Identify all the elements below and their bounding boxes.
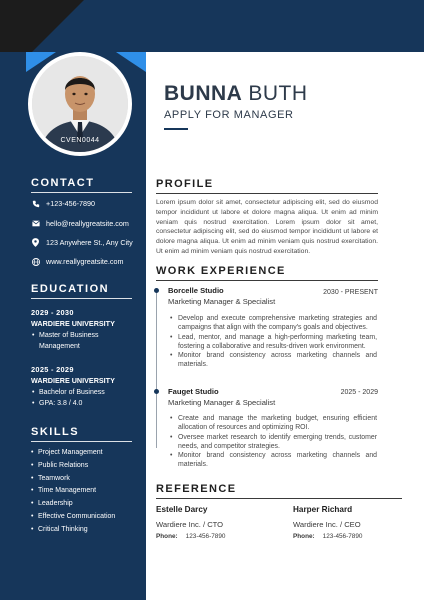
education-heading: EDUCATION: [31, 283, 110, 295]
contact-address-text: 123 Anywhere St., Any City: [46, 238, 133, 247]
education-detail: • Master of Business Management: [39, 331, 131, 352]
reference-phone-number: 123-456-7890: [322, 533, 363, 540]
contact-email-text: hello@reallygreatsite.com: [46, 219, 129, 228]
reference-org: Wardiere Inc. / CEO: [293, 520, 361, 529]
job-duty: • Monitor brand consistency across marketing channels and materials.: [170, 351, 377, 370]
profile-rule: [156, 193, 378, 194]
contact-rule: [31, 192, 132, 193]
skills-rule: [31, 441, 132, 442]
reference-phone-label: Phone:: [156, 533, 178, 540]
skills-list: [31, 447, 115, 537]
photo-caption: CVEN0044: [60, 137, 100, 144]
contact-email[interactable]: [31, 219, 129, 228]
contact-phone-text: +123-456-7890: [46, 199, 95, 208]
candidate-name: [164, 82, 308, 106]
contact-address: [31, 238, 133, 247]
reference-phone: [293, 533, 362, 540]
profile-photo: [32, 56, 128, 152]
job-duty: • Develop and execute comprehensive marketing strategies and campaigns that align with the company's goals and objectives.: [170, 314, 377, 333]
job-years: 2030 - PRESENT: [323, 289, 378, 296]
job-company: Fauget Studio: [168, 387, 219, 396]
education-detail: • GPA: 3.8 / 4.0: [39, 399, 105, 410]
skill-item: • Leadership: [38, 498, 115, 511]
job-company: Borcelle Studio: [168, 286, 224, 295]
job-duty: • Lead, mentor, and manage a high-performing marketing team, fostering a collaborative and results-driven work environment.: [170, 333, 377, 352]
skill-item: • Effective Communication: [38, 511, 115, 524]
profile-text: Lorem ipsum dolor sit amet, consectetur adipiscing elit, sed do eiusmod tempor incididunt ut labore et dolore magna aliqua. Ut enim ad minim veniam quis nostrud exercitation. Lorem ipsum dolor sit amet, consectetur adipiscing elit, sed do eiusmod tempor incididunt ut labore et dolore magna aliqua. Ut enim ad minim veniam quis nostrud exercitation. Ut enim ad minim veniam quis nostrud exercitation.: [156, 199, 378, 255]
job-role: Marketing Manager & Specialist: [168, 297, 276, 306]
reference-phone-label: Phone:: [293, 533, 315, 540]
education-school: WARDIERE UNIVERSITY: [31, 319, 115, 328]
reference-rule: [156, 498, 402, 499]
title-underline: [164, 128, 188, 130]
skill-item: • Teamwork: [38, 473, 115, 486]
profile-photo-frame: [28, 52, 132, 156]
timeline-dot: [154, 288, 159, 293]
reference-heading: REFERENCE: [156, 483, 237, 495]
contact-website-text: www.reallygreatsite.com: [46, 257, 124, 266]
education-school: WARDIERE UNIVERSITY: [31, 376, 115, 385]
education-years: 2029 - 2030: [31, 308, 74, 317]
contact-phone: [31, 199, 95, 208]
education-rule: [31, 298, 132, 299]
globe-icon: [31, 257, 40, 266]
skills-heading: SKILLS: [31, 426, 80, 438]
experience-rule: [156, 280, 378, 281]
education-years: 2025 - 2029: [31, 365, 74, 374]
first-name: BUNNA: [164, 82, 243, 105]
location-icon: [31, 238, 40, 247]
reference-phone: [156, 533, 225, 540]
reference-name: Harper Richard: [293, 505, 353, 514]
job-duty: • Create and manage the marketing budget, ensuring efficient allocation of resources and optimizing ROI.: [170, 414, 377, 433]
timeline-dot: [154, 389, 159, 394]
job-role: Marketing Manager & Specialist: [168, 398, 276, 407]
education-details: [31, 388, 105, 409]
skill-item: • Public Relations: [38, 460, 115, 473]
profile-heading: PROFILE: [156, 178, 214, 190]
email-icon: [31, 219, 40, 228]
skill-item: • Time Management: [38, 485, 115, 498]
skill-item: • Critical Thinking: [38, 524, 115, 537]
reference-phone-number: 123-456-7890: [185, 533, 226, 540]
job-duties: [170, 414, 377, 470]
education-detail: • Bachelor of Business: [39, 388, 105, 399]
contact-website[interactable]: [31, 257, 124, 266]
last-name: BUTH: [248, 82, 308, 105]
reference-name: Estelle Darcy: [156, 505, 208, 514]
job-duty: • Monitor brand consistency across marketing channels and materials.: [170, 451, 377, 470]
timeline-line: [156, 290, 157, 448]
job-years: 2025 - 2029: [340, 389, 378, 396]
experience-heading: WORK EXPERIENCE: [156, 265, 286, 277]
job-title: APPLY FOR MANAGER: [164, 109, 294, 121]
education-details: [31, 331, 131, 352]
phone-icon: [31, 199, 40, 208]
skill-item: • Project Management: [38, 447, 115, 460]
reference-org: Wardiere Inc. / CTO: [156, 520, 224, 529]
job-duties: [170, 314, 377, 370]
job-duty: • Oversee market research to identify emerging trends, customer needs, and competitor strategies.: [170, 433, 377, 452]
contact-heading: CONTACT: [31, 177, 95, 189]
